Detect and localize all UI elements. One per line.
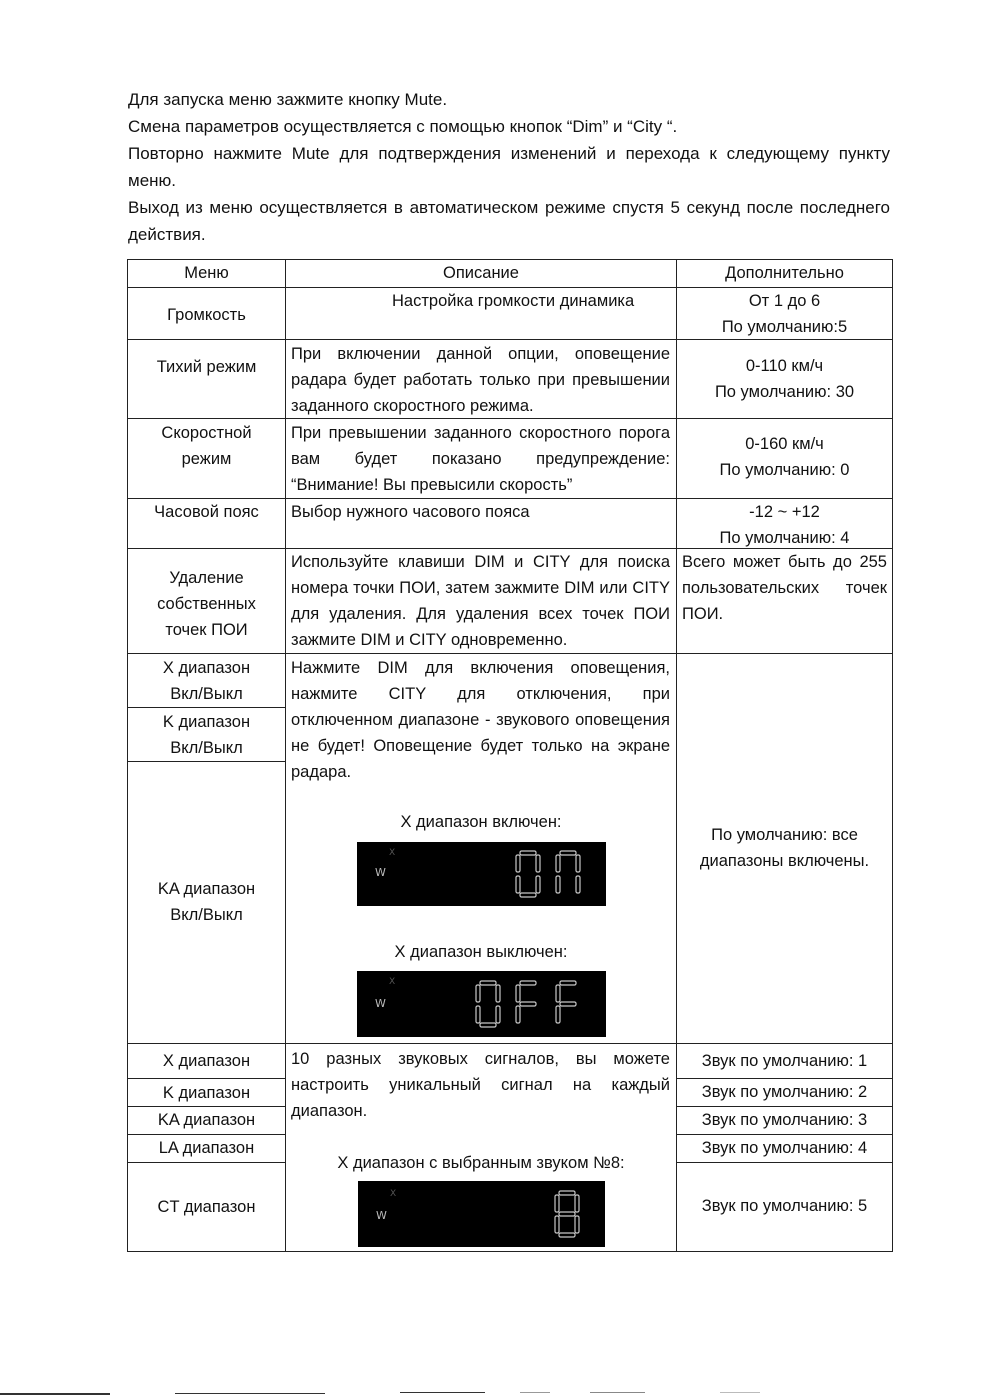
lcd-segment-b bbox=[496, 985, 500, 1002]
lcd-segment-a bbox=[480, 981, 496, 985]
lcd-segment-e bbox=[476, 1006, 480, 1023]
menu-k-band-toggle bbox=[128, 709, 285, 761]
menu-speed-line-1: Скоростной bbox=[161, 424, 252, 442]
menu-poi-line-3: точек ПОИ bbox=[165, 621, 248, 639]
lcd-display-sound bbox=[358, 1181, 605, 1247]
menu-ka-band-line-1: KA диапазон bbox=[157, 880, 256, 898]
lcd-segment-a bbox=[520, 981, 536, 985]
lcd-segment-a bbox=[520, 851, 536, 855]
extra-timezone bbox=[677, 499, 892, 551]
lcd-segment-d bbox=[559, 1233, 575, 1237]
lcd-band-indicator: X bbox=[389, 848, 396, 858]
menu-speed-line-2: режим bbox=[181, 450, 232, 468]
extra-ct-band-sound: Звук по умолчанию: 5 bbox=[701, 1197, 868, 1215]
lcd-segment-e bbox=[516, 876, 520, 893]
description-poi-delete: Используйте клавиши DIM и CITY для поиска номера точки ПОИ, затем зажмите DIM или CITY для удаления. Для удаления всех точек ПОИ зажмите DIM и CITY одновременно. bbox=[291, 553, 670, 649]
extra-timezone-range: -12 ~ +12 bbox=[749, 503, 820, 521]
footer-rule bbox=[0, 1393, 110, 1395]
lcd-segment-c bbox=[496, 1006, 500, 1023]
intro-line-2: Смена параметров осуществляется с помощью кнопок “Dim” и “City “. bbox=[128, 117, 678, 136]
extra-volume bbox=[677, 288, 892, 340]
lcd-segment-e bbox=[516, 1006, 520, 1023]
row-divider bbox=[127, 1043, 893, 1044]
lcd-segment-f bbox=[516, 855, 520, 872]
lcd-segment-e bbox=[556, 876, 560, 893]
row-divider bbox=[676, 1162, 893, 1163]
lcd-segment-c bbox=[536, 876, 540, 893]
lcd-band-indicator: X bbox=[390, 1189, 397, 1199]
header-menu: Меню bbox=[184, 264, 229, 282]
extra-k-band-sound: Звук по умолчанию: 2 bbox=[701, 1083, 868, 1101]
lcd-mode-indicator: W bbox=[376, 1209, 387, 1222]
extra-speed-range: 0-160 км/ч bbox=[745, 435, 824, 453]
extra-quiet-default: По умолчанию: 30 bbox=[714, 383, 855, 401]
lcd-band-indicator: X bbox=[389, 977, 396, 987]
caption-x-band-sound8: X диапазон с выбранным звуком №8: bbox=[337, 1154, 625, 1172]
extra-speed-mode bbox=[677, 431, 892, 483]
extra-volume-default: По умолчанию:5 bbox=[721, 318, 848, 336]
lcd-segment-c bbox=[576, 876, 580, 893]
lcd-digits-sound bbox=[551, 1189, 591, 1239]
menu-ka-band-toggle bbox=[128, 876, 285, 928]
extra-volume-range: От 1 до 6 bbox=[748, 292, 821, 310]
description-volume: Настройка громкости динамика bbox=[392, 292, 635, 310]
lcd-display-off bbox=[357, 971, 606, 1037]
row-divider bbox=[127, 653, 893, 654]
extra-quiet-mode bbox=[677, 353, 892, 405]
menu-ka-band-line-2: Вкл/Выкл bbox=[170, 906, 243, 924]
menu-k-band-line-2: Вкл/Выкл bbox=[170, 739, 243, 757]
lcd-segment-e bbox=[555, 1216, 559, 1233]
row-divider bbox=[127, 1162, 285, 1163]
menu-x-band-line-2: Вкл/Выкл bbox=[170, 685, 243, 703]
menu-x-band-sound: X диапазон bbox=[162, 1052, 251, 1070]
row-divider bbox=[127, 1078, 285, 1079]
lcd-segment-e bbox=[556, 1006, 560, 1023]
intro-line-1: Для запуска меню зажмите кнопку Mute. bbox=[128, 90, 448, 109]
menu-ka-band-sound: KA диапазон bbox=[157, 1111, 256, 1129]
extra-quiet-range: 0-110 км/ч bbox=[745, 357, 824, 375]
extra-band-toggle bbox=[677, 822, 892, 874]
description-quiet-mode: При включении данной опции, оповещение радара будет работать только при превышении заданного скоростного режима. bbox=[291, 345, 670, 415]
footer-rule bbox=[400, 1392, 485, 1393]
lcd-segment-a bbox=[560, 981, 576, 985]
caption-x-band-off: X диапазон выключен: bbox=[394, 943, 568, 961]
lcd-segment-a bbox=[560, 851, 576, 855]
footer-rule bbox=[720, 1392, 760, 1393]
lcd-segment-b bbox=[576, 855, 580, 872]
caption-x-band-on: X диапазон включен: bbox=[400, 813, 562, 831]
lcd-segment-g bbox=[560, 1002, 576, 1006]
description-band-toggle: Нажмите DIM для включения оповещения, нажмите CITY для отключения, при отключенном диапазоне - звукового оповещения не будет! Оповещение будет только на экране радара. bbox=[291, 659, 670, 781]
menu-x-band-line-1: X диапазон bbox=[162, 659, 251, 677]
menu-quiet-mode: Тихий режим bbox=[156, 358, 257, 376]
extra-poi-delete: Всего может быть до 255 пользовательских точек ПОИ. bbox=[682, 553, 887, 623]
lcd-mode-indicator: W bbox=[375, 866, 386, 879]
lcd-segment-d bbox=[520, 893, 536, 897]
extra-timezone-default: По умолчанию: 4 bbox=[719, 529, 850, 547]
row-divider bbox=[127, 761, 285, 762]
lcd-segment-b bbox=[575, 1195, 579, 1212]
lcd-segment-f bbox=[556, 855, 560, 872]
menu-k-band-sound: K диапазон bbox=[162, 1084, 251, 1102]
menu-volume: Громкость bbox=[167, 306, 246, 324]
lcd-display-on bbox=[357, 842, 606, 906]
lcd-segment-f bbox=[556, 985, 560, 1002]
menu-speed-mode bbox=[128, 420, 285, 472]
menu-x-band-toggle bbox=[128, 655, 285, 707]
menu-poi-line-2: собственных bbox=[157, 595, 256, 613]
menu-poi-line-1: Удаление bbox=[169, 569, 244, 587]
extra-ka-band-sound: Звук по умолчанию: 3 bbox=[701, 1111, 868, 1129]
menu-k-band-line-1: K диапазон bbox=[162, 713, 251, 731]
lcd-segment-a bbox=[559, 1191, 575, 1195]
menu-ct-band-sound: CT диапазон bbox=[157, 1198, 256, 1216]
table-divider-col1 bbox=[285, 259, 286, 1251]
lcd-segment-c bbox=[575, 1216, 579, 1233]
description-speed-mode: При превышении заданного скоростного порога вам будет показано предупреждение: “Внимание! Вы превысили скорость” bbox=[291, 424, 670, 494]
lcd-segment-g bbox=[520, 1002, 536, 1006]
table-border-right bbox=[892, 259, 893, 1251]
extra-speed-default: По умолчанию: 0 bbox=[719, 461, 850, 479]
menu-poi-delete bbox=[128, 565, 285, 643]
extra-band-toggle-line-1: По умолчанию: все bbox=[711, 826, 858, 844]
intro-line-3: Повторно нажмите Mute для подтверждения изменений и перехода к следующему пункту меню. bbox=[128, 144, 890, 190]
table-border-bottom bbox=[127, 1251, 893, 1252]
intro-text bbox=[128, 86, 890, 248]
lcd-segment-b bbox=[536, 855, 540, 872]
lcd-segment-f bbox=[516, 985, 520, 1002]
footer-rule bbox=[175, 1393, 325, 1394]
lcd-mode-indicator: W bbox=[375, 997, 386, 1010]
lcd-digits-on bbox=[512, 849, 592, 899]
extra-la-band-sound: Звук по умолчанию: 4 bbox=[701, 1139, 868, 1157]
lcd-segment-f bbox=[555, 1195, 559, 1212]
footer-rule bbox=[520, 1392, 550, 1393]
menu-la-band-sound: LA диапазон bbox=[158, 1139, 255, 1157]
lcd-segment-g bbox=[559, 1212, 575, 1216]
menu-timezone: Часовой пояс bbox=[154, 503, 259, 521]
lcd-digits-off bbox=[472, 979, 592, 1029]
header-description: Описание bbox=[443, 264, 519, 282]
footer-rule bbox=[590, 1392, 645, 1393]
row-divider bbox=[127, 707, 285, 708]
intro-line-4: Выход из меню осуществляется в автоматическом режиме спустя 5 секунд после последнего действия. bbox=[128, 198, 890, 244]
description-band-sound: 10 разных звуковых сигналов, вы можете настроить уникальный сигнал на каждый диапазон. bbox=[291, 1050, 670, 1120]
extra-x-band-sound: Звук по умолчанию: 1 bbox=[701, 1052, 868, 1070]
header-extra: Дополнительно bbox=[725, 264, 844, 282]
lcd-segment-f bbox=[476, 985, 480, 1002]
extra-band-toggle-line-2: диапазоны включены. bbox=[699, 852, 870, 870]
lcd-segment-d bbox=[480, 1023, 496, 1027]
description-timezone: Выбор нужного часового пояса bbox=[291, 503, 530, 521]
